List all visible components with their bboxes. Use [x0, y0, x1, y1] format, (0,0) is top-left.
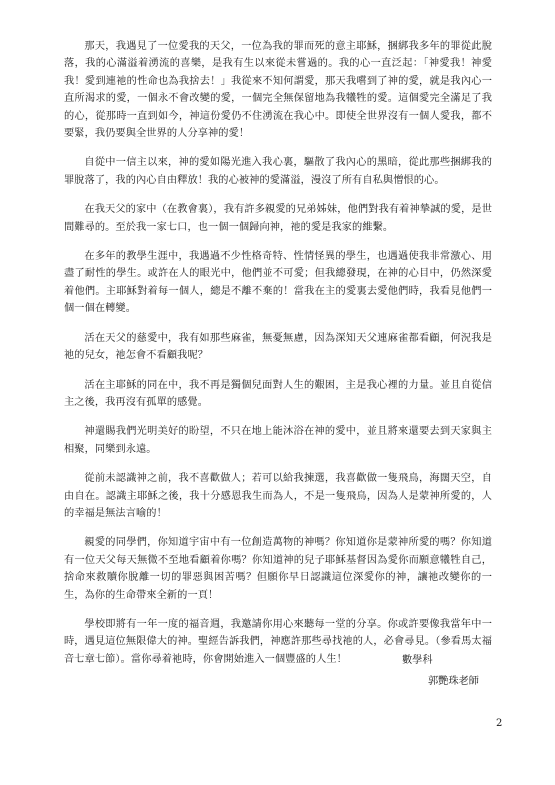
paragraph-9: 親愛的同學們，你知道宇宙中有一位創造萬物的神嗎？你知道你是蒙神所愛的嗎？你知道有一位天父每天無微不至地看顧着你嗎？你知道神的兒子耶穌基督因為愛你而願意犧牲自己，捨命來救贖你脫離一切的罪惡與困苦嗎？但願你早日認識這位深愛你的神，讓祂改變你的一生，為你的生命帶來全新的一頁！ [64, 537, 492, 601]
letter-body [64, 38, 492, 680]
signature-department: 數學科 [402, 655, 433, 666]
paragraph-8: 從前未認識神之前，我不喜歡做人；若可以給我揀選，我喜歡做一隻飛鳥，海闊天空，自由自在。認識主耶穌之後，我十分感恩我生而為人，不是一隻飛鳥，因為人是蒙神所愛的，人的幸福是無法言喻的！ [64, 473, 492, 519]
paragraph-5: 活在天父的慈愛中，我有如那些麻雀，無憂無慮，因為深知天父連麻雀都看顧，何況我是祂的兒女，祂怎會不看顧我呢？ [64, 332, 492, 362]
paragraph-7: 神還賜我們光明美好的盼望，不只在地上能沐浴在神的愛中，並且將來還要去到天家與主相聚，同樂到永遠。 [64, 426, 492, 455]
signature-block [380, 652, 540, 690]
paragraph-10: 學校即將有一年一度的福音週，我邀請你用心來聽每一堂的分享。你或許要像我當年中一時，遇見這位無限偉大的神。聖經告訴我們，神應許那些尋找祂的人，必會尋見。（參看馬太福音七章七節）。當你尋着祂時，你會開始進入一個豐盛的人生！ [64, 618, 492, 665]
page-number: 2 [496, 718, 503, 729]
paragraph-6: 活在主耶穌的同在中，我不再是獨個兒面對人生的艱困，主是我心裡的力量。並且自從信主之後，我再沒有孤單的感覺。 [64, 379, 492, 408]
paragraph-3: 在我天父的家中（在教會裏），我有許多親愛的兄弟姊妹，他們對我有着神摯誠的愛，是世間難尋的。至於我一家七口，也一個一個歸向神，祂的愛是我家的維繫。 [64, 204, 492, 233]
paragraph-2: 自從中一信主以來，神的愛如陽光進入我心裏，驅散了我內心的黑暗，從此那些捆綁我的罪脫落了，我的內心自由釋放！我的心被神的愛滿溢，漫沒了所有自私與憎恨的心。 [64, 157, 492, 186]
paragraph-4: 在多年的教學生涯中，我遇過不少性格奇特、性情怪異的學生，也遇過使我非常激心、用盡了耐性的學生。或許在人的眼光中，他們並不可愛；但我總發現，在神的心目中，仍然深愛着他們。主耶穌對着每一個人，總是不離不棄的！當我在主的愛裏去愛他們時，我看見他們一個一個在轉變。 [64, 251, 492, 315]
paragraph-1: 那天，我遇見了一位愛我的天父，一位為我的罪而死的意主耶穌，捆綁我多年的罪從此脫落，我的心滿溢着湧流的喜樂，是我有生以來從未嘗過的。我的心一直泛起：「神愛我！神愛我！愛到連祂的性命也為我捨去！」我從來不知何謂愛，那天我嚐到了神的愛，就是我內心一直所渴求的愛，一個永不會改變的愛，一個完全無保留地為我犧牲的愛。這個愛完全滿足了我的心，從那時一直到如今，神這份愛仍不住湧流在我心中。即使全世界沒有一個人愛我，都不要緊，我仍要與全世界的人分享神的愛！ [64, 41, 492, 140]
signature-author: 郭艷珠老師 [428, 676, 479, 687]
